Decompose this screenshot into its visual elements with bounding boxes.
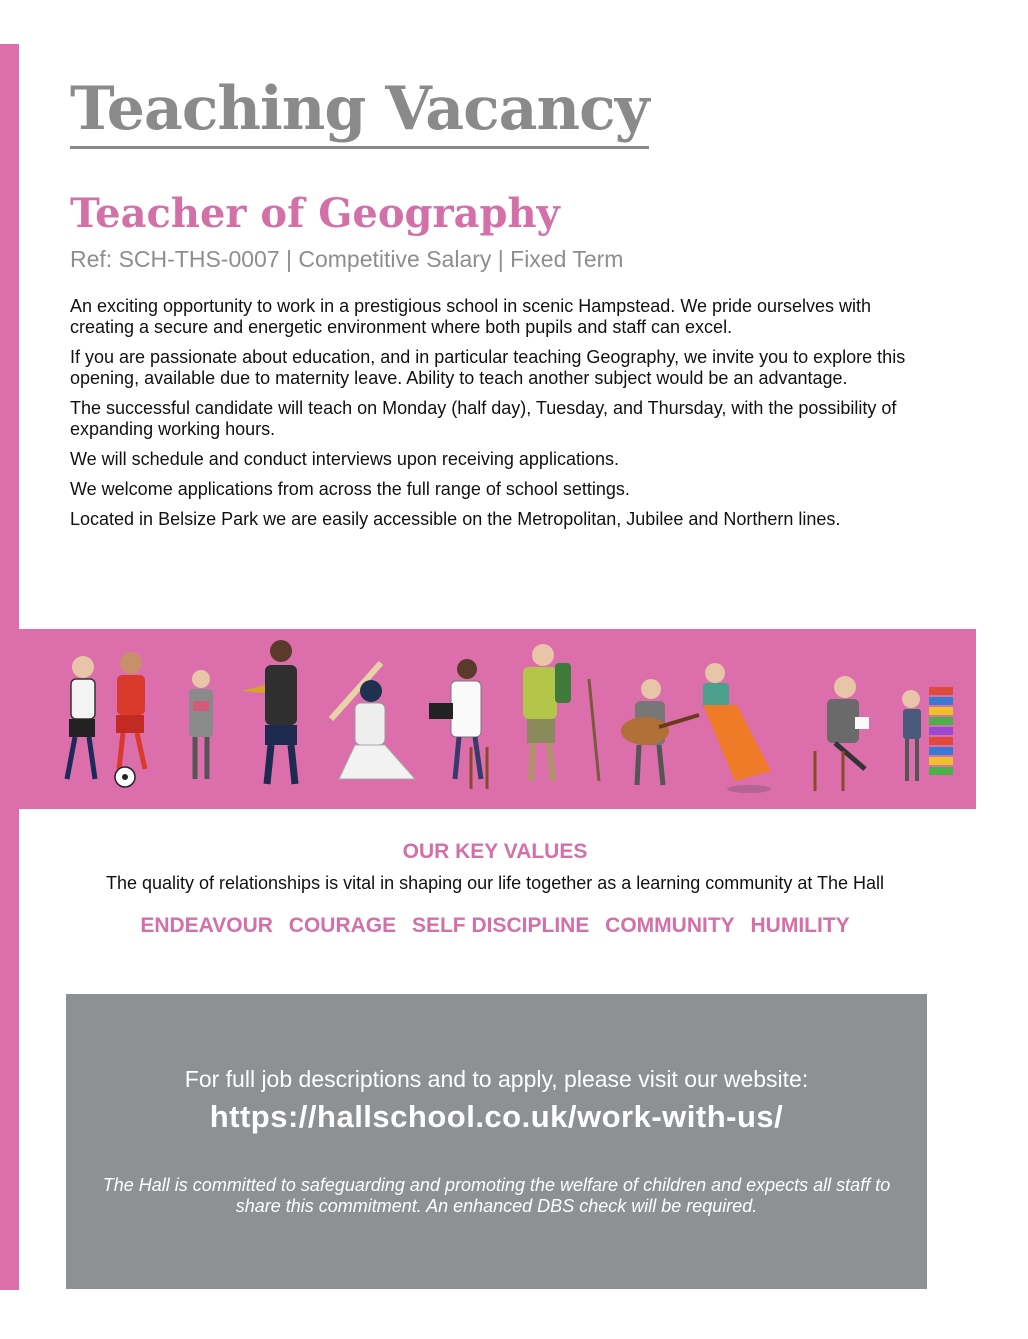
value-item: COMMUNITY (605, 914, 735, 937)
intro-paragraph: Located in Belsize Park we are easily accessible on the Metropolitan, Jubilee and Northern lines. (70, 509, 841, 529)
job-title: Teacher of Geography (70, 190, 560, 237)
intro-text (70, 296, 930, 539)
job-reference: Ref: SCH-THS-0007 | Competitive Salary | Fixed Term (70, 246, 624, 272)
intro-paragraph: We will schedule and conduct interviews upon receiving applications. (70, 449, 619, 469)
intro-paragraph: We welcome applications from across the full range of school settings. (70, 479, 630, 499)
child-guitarist-figure (621, 679, 699, 785)
child-footballer-red-figure (115, 652, 145, 787)
key-values-heading: OUR KEY VALUES (402, 840, 588, 863)
child-hiker-figure (523, 644, 599, 781)
children-illustration (19, 629, 976, 809)
child-writing-figure (815, 676, 869, 791)
page-title: Teaching Vacancy (70, 74, 649, 149)
value-item: COURAGE (288, 914, 397, 937)
apply-url-link[interactable]: https://hallschool.co.uk/work-with-us/ (209, 1099, 784, 1134)
value-item: HUMILITY (750, 914, 850, 937)
key-values-description: The quality of relationships is vital in shaping our life together as a learning community at The Hall (105, 873, 885, 893)
value-item: ENDEAVOUR (140, 914, 273, 937)
child-scientist-figure (429, 659, 487, 789)
key-values-list (70, 914, 920, 938)
children-illustration-banner (19, 629, 976, 809)
intro-paragraph: If you are passionate about education, and in particular teaching Geography, we invite you to explore this opening, available due to maternity leave. Ability to teach another subject would be an advantage. (70, 347, 906, 388)
child-sack-race-figure (703, 663, 771, 793)
safeguarding-statement: The Hall is committed to safeguarding and promoting the welfare of children and expects all staff to share this commitment. An enhanced DBS check will be required. (102, 1175, 891, 1216)
intro-paragraph: An exciting opportunity to work in a prestigious school in scenic Hampstead. We pride ourselves with creating a secure and energetic environment where both pupils and staff can excel. (70, 296, 872, 337)
value-item: SELF DISCIPLINE (411, 914, 590, 937)
child-footballer-figure (67, 656, 95, 779)
child-cricketer-figure (331, 663, 415, 779)
side-accent-bar (0, 44, 19, 1290)
apply-info-box (66, 994, 927, 1289)
apply-instructions: For full job descriptions and to apply, please visit our website: (184, 1066, 809, 1092)
child-trumpet-figure (241, 640, 297, 784)
child-block-tower-figure (902, 687, 953, 781)
child-reading-figure (189, 670, 213, 779)
intro-paragraph: The successful candidate will teach on Monday (half day), Tuesday, and Thursday, with the possibility of expanding working hours. (70, 398, 897, 439)
key-values-section (70, 840, 920, 938)
